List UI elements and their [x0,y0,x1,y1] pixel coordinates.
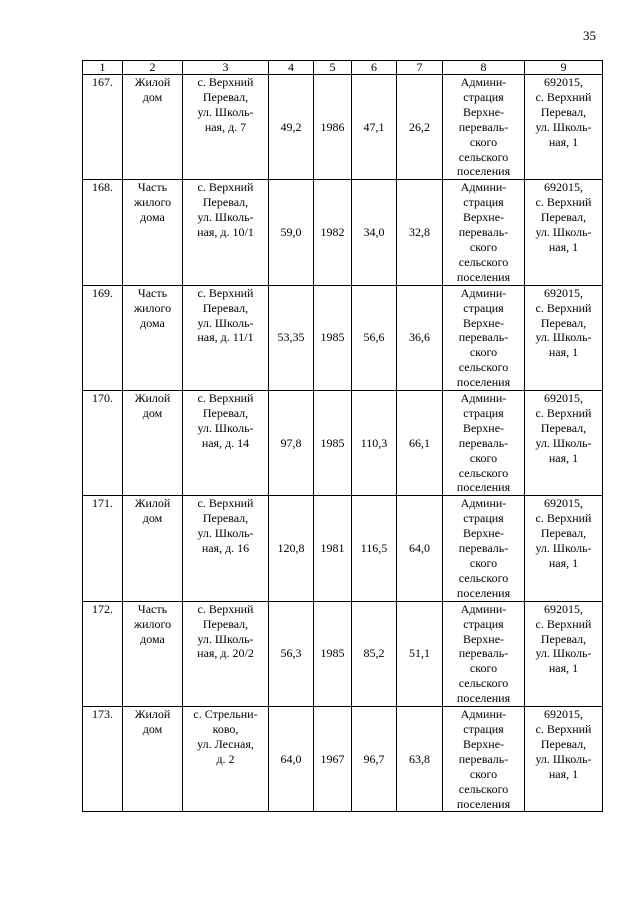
row-number: 167. [83,75,123,180]
year-value: 1981 [314,496,352,601]
column-6-value: 116,5 [352,496,397,601]
col-number-4: 4 [269,61,314,75]
owner-name: Админи- страция Верхне- переваль- ского сельского поселения [443,391,525,496]
object-address: с. Верхний Перевал, ул. Школь- ная, д. 16 [183,496,269,601]
col-number-3: 3 [183,61,269,75]
owner-name: Админи- страция Верхне- переваль- ского сельского поселения [443,75,525,180]
area-value: 53,35 [269,285,314,390]
column-6-value: 110,3 [352,391,397,496]
col-number-8: 8 [443,61,525,75]
table-row [83,391,603,496]
row-number: 171. [83,496,123,601]
area-value: 59,0 [269,180,314,285]
col-number-1: 1 [83,61,123,75]
owner-name: Админи- страция Верхне- переваль- ского сельского поселения [443,496,525,601]
year-value: 1967 [314,707,352,812]
object-address: с. Верхний Перевал, ул. Школь- ная, д. 7 [183,75,269,180]
object-type: Часть жилого дома [123,285,183,390]
col-number-5: 5 [314,61,352,75]
area-value: 64,0 [269,707,314,812]
year-value: 1985 [314,391,352,496]
table-row [83,285,603,390]
object-type: Часть жилого дома [123,180,183,285]
object-type: Жилой дом [123,75,183,180]
column-7-value: 63,8 [397,707,443,812]
object-type: Часть жилого дома [123,601,183,706]
owner-address: 692015, с. Верхний Перевал, ул. Школь- ная, 1 [525,285,603,390]
table-row [83,496,603,601]
column-6-value: 34,0 [352,180,397,285]
owner-address: 692015, с. Верхний Перевал, ул. Школь- ная, 1 [525,391,603,496]
owner-address: 692015, с. Верхний Перевал, ул. Школь- ная, 1 [525,601,603,706]
owner-name: Админи- страция Верхне- переваль- ского сельского поселения [443,601,525,706]
owner-address: 692015, с. Верхний Перевал, ул. Школь- ная, 1 [525,707,603,812]
object-address: с. Верхний Перевал, ул. Школь- ная, д. 20/2 [183,601,269,706]
column-number-row [83,61,603,75]
column-6-value: 56,6 [352,285,397,390]
row-number: 173. [83,707,123,812]
column-6-value: 85,2 [352,601,397,706]
column-6-value: 47,1 [352,75,397,180]
table-row [83,707,603,812]
area-value: 120,8 [269,496,314,601]
area-value: 49,2 [269,75,314,180]
owner-name: Админи- страция Верхне- переваль- ского сельского поселения [443,285,525,390]
table-row [83,75,603,180]
owner-name: Админи- страция Верхне- переваль- ского сельского поселения [443,707,525,812]
column-7-value: 32,8 [397,180,443,285]
column-6-value: 96,7 [352,707,397,812]
object-address: с. Верхний Перевал, ул. Школь- ная, д. 10/1 [183,180,269,285]
object-type: Жилой дом [123,707,183,812]
table-row [83,601,603,706]
object-address: с. Стрельни- ково, ул. Лесная, д. 2 [183,707,269,812]
year-value: 1985 [314,285,352,390]
owner-address: 692015, с. Верхний Перевал, ул. Школь- ная, 1 [525,180,603,285]
col-number-7: 7 [397,61,443,75]
area-value: 56,3 [269,601,314,706]
row-number: 168. [83,180,123,285]
column-7-value: 51,1 [397,601,443,706]
column-7-value: 36,6 [397,285,443,390]
table-row [83,180,603,285]
column-7-value: 64,0 [397,496,443,601]
property-register-table [82,60,603,812]
owner-name: Админи- страция Верхне- переваль- ского сельского поселения [443,180,525,285]
column-7-value: 66,1 [397,391,443,496]
row-number: 170. [83,391,123,496]
col-number-9: 9 [525,61,603,75]
object-address: с. Верхний Перевал, ул. Школь- ная, д. 14 [183,391,269,496]
col-number-6: 6 [352,61,397,75]
year-value: 1986 [314,75,352,180]
year-value: 1982 [314,180,352,285]
object-type: Жилой дом [123,496,183,601]
row-number: 169. [83,285,123,390]
page-number: 35 [583,28,596,43]
owner-address: 692015, с. Верхний Перевал, ул. Школь- ная, 1 [525,75,603,180]
owner-address: 692015, с. Верхний Перевал, ул. Школь- ная, 1 [525,496,603,601]
column-7-value: 26,2 [397,75,443,180]
row-number: 172. [83,601,123,706]
col-number-2: 2 [123,61,183,75]
area-value: 97,8 [269,391,314,496]
object-address: с. Верхний Перевал, ул. Школь- ная, д. 11/1 [183,285,269,390]
object-type: Жилой дом [123,391,183,496]
year-value: 1985 [314,601,352,706]
